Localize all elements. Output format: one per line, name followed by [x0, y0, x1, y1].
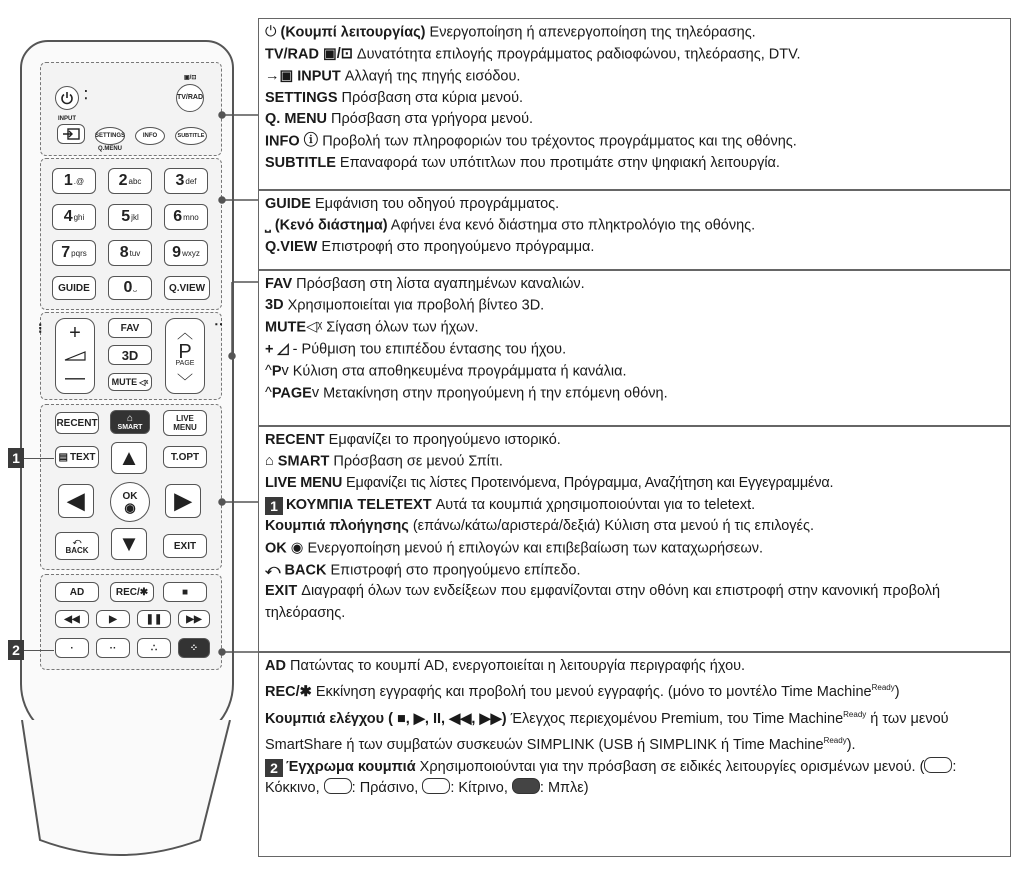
mute-desc: Σίγαση όλων των ήχων. [322, 319, 479, 336]
remote-bottom-outline [0, 720, 240, 880]
number-key-4[interactable] [52, 204, 96, 230]
3d-desc: Χρησιμοποιείται για προβολή βίντεο 3D. [283, 297, 545, 314]
topt-button[interactable]: T.OPT [163, 446, 207, 468]
row-qmenu [265, 109, 1004, 130]
panel-navigation [258, 426, 1011, 652]
power-key: (Κουμπί λειτουργίας) [280, 24, 426, 41]
number-key-letters: tuv [129, 248, 141, 258]
yellow-dots-icon: ∴ [150, 642, 158, 654]
number-key-letters: ghi [73, 212, 85, 222]
left-arrow-icon: ◀ [67, 488, 85, 513]
volume-icon: ◿ [277, 341, 289, 358]
row-control [265, 704, 1004, 757]
number-key-digit: 5 [121, 208, 131, 225]
row-tvrad [265, 44, 1004, 66]
number-key-8[interactable] [108, 240, 152, 266]
guide-button[interactable]: GUIDE [52, 276, 96, 300]
teletext-desc: Αυτά τα κουμπιά χρησιμοποιούνται για το teletext. [431, 496, 756, 513]
green-label: : Πράσινο, [351, 780, 423, 797]
volume-plus-label: + [69, 322, 81, 344]
number-key-digit: 6 [173, 208, 183, 225]
space-icon: ⎵ [265, 217, 271, 234]
pause-icon: ❚❚ [145, 613, 163, 625]
qview-key: Q.VIEW [265, 239, 318, 256]
space-desc: Αφήνει ένα κενό διάστημα στο πληκτρολόγιο της οθόνης. [387, 217, 756, 234]
zero-label: 0 [123, 279, 133, 296]
input-icon: →▣ [265, 67, 294, 84]
ad-key: AD [265, 658, 286, 674]
stop-icon: ■ [181, 586, 189, 598]
info-button[interactable]: INFO [135, 127, 165, 145]
number-key-digit: 1 [63, 172, 73, 189]
red-label: : Κόκκινο, [265, 758, 957, 797]
recent-desc: Εμφανίζει το προηγούμενο ιστορικό. [324, 432, 561, 448]
row-live-menu [265, 473, 1004, 494]
power-desc: Ενεργοποίηση ή απενεργοποίηση της τηλεόρασης. [425, 24, 756, 41]
marker-1-leader [24, 458, 54, 459]
rewind-button[interactable] [55, 610, 89, 628]
number-key-letters: wxyz [182, 248, 200, 258]
teletext-key: ΚΟΥΜΠΙΑ TELETEXT [286, 496, 432, 513]
smart-key: SMART [277, 453, 330, 470]
volume-minus-label: — [65, 367, 85, 389]
rec-desc: Εκκίνηση εγγραφής και προβολή του μενού εγγραφής. (μόνο το μοντέλο Time Machine [311, 684, 872, 701]
subtitle-button[interactable]: SUBTITLE [175, 127, 207, 145]
rec-button[interactable]: REC/✱ [110, 582, 154, 602]
badge-2: 2 [265, 759, 283, 777]
navkeys-desc: (επάνω/κάτω/αριστερά/δεξιά) Κύλιση στα μενού ή τις επιλογές. [408, 518, 815, 535]
right-dots: ‥ [214, 312, 224, 328]
row-ok [265, 538, 1004, 560]
recent-button[interactable]: RECENT [55, 412, 99, 434]
guide-key: GUIDE [265, 196, 311, 212]
smart-desc: Πρόσβαση σε μενού Σπίτι. [329, 453, 503, 470]
number-key-digit: 3 [175, 172, 185, 189]
rec-close: ) [894, 684, 900, 701]
number-key-3[interactable] [164, 168, 208, 194]
number-key-digit: 7 [61, 244, 71, 261]
row-recent [265, 430, 1004, 451]
row-color [265, 757, 1004, 800]
ready-superscript-3: Ready [823, 736, 847, 746]
control-icons: ( ■, ▶, II, ◀◀, ▶▶) [384, 710, 507, 727]
row-volume [265, 339, 1004, 361]
mute-key: MUTE [265, 319, 307, 336]
power-icon: ⏻ [265, 24, 277, 40]
number-key-letters: pqrs [71, 248, 87, 258]
info-desc: Προβολή των πληροφοριών του τρέχοντος προγράμματος και της οθόνης. [318, 133, 797, 150]
number-key-digit: 2 [118, 172, 128, 189]
live-menu-desc: Εμφανίζει τις λίστες Προτεινόμενα, Πρόγραμμα, Αναζήτηση και Εγγεγραμμένα. [342, 475, 834, 492]
number-key-letters: abc [128, 176, 142, 186]
color-desc: Χρησιμοποιούνται για την πρόσβαση σε ειδικές λειτουργίες ορισμένων μενού. ( [415, 758, 925, 775]
back-label: BACK [65, 546, 89, 555]
back-key: BACK [284, 562, 327, 579]
page-down-chevron-icon: v [311, 385, 320, 402]
marker-1: 1 [8, 448, 24, 468]
mute-button[interactable] [108, 373, 152, 391]
input-desc: Αλλαγή της πηγής εισόδου. [340, 68, 521, 85]
channel-up-icon: ︿ [176, 324, 193, 342]
marker-2: 2 [8, 640, 24, 660]
number-key-digit: 9 [172, 244, 182, 261]
row-channel [265, 361, 1004, 383]
volume-desc: - Ρύθμιση του επιπέδου έντασης του ήχου. [288, 341, 567, 358]
teletext-icon: ▤ [58, 451, 68, 463]
number-key-1[interactable] [52, 168, 96, 194]
guide-desc: Εμφάνιση του οδηγού προγράμματος. [310, 196, 560, 212]
yellow-button-icon [422, 778, 450, 794]
back-desc: Επιστροφή στο προηγούμενο επίπεδο. [326, 562, 581, 579]
smart-button[interactable] [110, 410, 150, 434]
number-key-letters: mno [183, 212, 199, 222]
volume-rocker[interactable] [55, 318, 95, 394]
row-subtitle [265, 153, 1004, 174]
nav-left-button[interactable] [58, 484, 94, 518]
red-dot-icon: · [70, 642, 74, 654]
control-desc-2: ή των μενού SmartShare ή των συμβατών συσκευών SIMPLINK (USB ή SIMPLINK ή Time Machine [265, 710, 949, 754]
volume-key: + [265, 341, 274, 358]
volume-icon [64, 351, 86, 361]
row-teletext [265, 495, 1004, 516]
ok-dot-icon: ◉ [124, 500, 136, 515]
tvrad-desc: Δυνατότητα επιλογής προγράμματος ραδιοφώνου, τηλεόρασης, DTV. [352, 46, 801, 63]
text-button[interactable] [55, 446, 99, 468]
fav-button[interactable]: FAV [108, 318, 152, 338]
row-ad [265, 656, 1004, 677]
exit-button[interactable]: EXIT [163, 534, 207, 558]
nav-down-button[interactable] [111, 528, 147, 560]
green-dots-icon: ·· [109, 642, 117, 654]
forward-button[interactable] [178, 610, 210, 628]
number-key-7[interactable] [52, 240, 96, 266]
red-button-icon [924, 757, 952, 773]
ad-button[interactable]: AD [55, 582, 99, 602]
row-back [265, 560, 1004, 582]
number-key-6[interactable] [164, 204, 208, 230]
power-button[interactable] [55, 86, 79, 110]
row-navkeys [265, 516, 1004, 537]
yellow-label: : Κίτρινο, [450, 780, 512, 797]
fav-desc: Πρόσβαση στη λίστα αγαπημένων καναλιών. [292, 276, 585, 292]
nav-up-button[interactable] [111, 442, 147, 474]
ready-superscript-2: Ready [843, 709, 867, 719]
row-guide [265, 194, 1004, 215]
row-mute [265, 317, 1004, 339]
home-icon: ⌂ [265, 453, 274, 470]
ready-superscript: Ready [871, 683, 895, 693]
page-desc: Μετακίνηση στην προηγούμενη ή την επόμενη οθόνη. [319, 385, 668, 402]
control-close: ). [846, 737, 856, 754]
ok-button[interactable] [110, 482, 150, 522]
row-settings [265, 88, 1004, 109]
back-icon: ⤺ [265, 561, 281, 578]
blue-dots-icon: ⁘ [189, 642, 199, 654]
row-qview [265, 237, 1004, 258]
forward-icon: ▶▶ [186, 613, 202, 625]
tvrad-glyph: ▣/⊡ [184, 75, 197, 81]
qmenu-desc: Πρόσβαση στα γρήγορα μενού. [327, 111, 534, 128]
ok-label: OK [122, 491, 138, 502]
qview-button[interactable]: Q.VIEW [164, 276, 210, 300]
pause-button[interactable] [137, 610, 171, 628]
ok-dot-icon: ◉ [290, 539, 304, 556]
fav-key: FAV [265, 276, 293, 292]
page-up-chevron-icon: ^ [265, 385, 272, 402]
text-label: TEXT [69, 451, 96, 463]
play-button[interactable] [96, 610, 130, 628]
row-space [265, 215, 1004, 237]
remote-control-illustration [0, 0, 240, 865]
blue-button[interactable] [178, 638, 210, 658]
row-input [265, 66, 1004, 88]
input-caption: INPUT [58, 116, 76, 122]
space-key: (Κενό διάστημα) [274, 217, 388, 234]
down-arrow-icon: ▼ [118, 531, 140, 556]
row-page [265, 383, 1004, 405]
number-key-letters: .@ [73, 176, 85, 186]
channel-p-label: P [178, 340, 192, 363]
number-key-digit: 4 [63, 208, 73, 225]
rewind-icon: ◀◀ [64, 613, 80, 625]
row-rec [265, 677, 1004, 703]
exit-key: EXIT [265, 583, 298, 600]
play-icon: ▶ [109, 613, 117, 625]
row-fav [265, 274, 1004, 295]
tv-radio-icon: ▣/⊡ [323, 45, 353, 62]
smart-label: SMART [117, 423, 143, 431]
row-info [265, 131, 1004, 153]
stop-button[interactable] [163, 582, 207, 602]
back-button[interactable] [55, 532, 99, 560]
control-desc-1: Έλεγχος περιεχομένου Premium, του Time Machine [506, 710, 844, 727]
input-key: INPUT [297, 68, 341, 85]
space-glyph: ⎵ [133, 283, 137, 292]
nav-right-button[interactable] [165, 484, 201, 518]
control-key: Κουμπιά ελέγχου [265, 710, 385, 727]
power-icon [60, 91, 74, 105]
mute-icon: ◁ᵡ [306, 319, 323, 336]
panel-guide [258, 190, 1011, 270]
panel-playback [258, 652, 1011, 857]
input-button[interactable] [57, 124, 85, 144]
info-icon: ⓘ [303, 132, 319, 149]
zero-button[interactable] [108, 276, 152, 300]
number-key-9[interactable] [164, 240, 208, 266]
channel-down-icon: ﹀ [176, 374, 193, 392]
qview-desc: Επιστροφή στο προηγούμενο πρόγραμμα. [317, 239, 595, 256]
rec-key: REC/✱ [265, 684, 312, 701]
settings-key: SETTINGS [265, 89, 338, 106]
recent-key: RECENT [265, 432, 325, 448]
up-chevron-icon: ^ [265, 363, 272, 380]
channel-page-label: PAGE [175, 360, 195, 368]
panel-power-input [258, 18, 1011, 190]
navkeys-key: Κουμπιά πλοήγησης [265, 518, 409, 535]
subtitle-key: SUBTITLE [265, 154, 336, 171]
up-arrow-icon: ▲ [118, 445, 140, 470]
blue-label: : Μπλε) [539, 780, 589, 797]
number-key-digit: 8 [119, 244, 129, 261]
number-key-letters: def [185, 176, 197, 186]
number-key-2[interactable] [108, 168, 152, 194]
down-chevron-icon: v [281, 363, 289, 380]
power-dots: ⁚ [84, 88, 88, 102]
back-icon: ⤺ [72, 537, 82, 546]
channel-desc: Κύλιση στα αποθηκευμένα προγράμματα ή κανάλια. [288, 363, 627, 380]
page-key: PAGE [271, 385, 312, 402]
row-smart [265, 451, 1004, 473]
subtitle-desc: Επαναφορά των υπότιτλων που προτιμάτε στην ψηφιακή λειτουργία. [335, 154, 780, 171]
number-key-letters: jkl [131, 212, 139, 222]
live-menu-key: LIVE MENU [265, 475, 343, 492]
ok-key: OK [265, 540, 287, 557]
home-icon: ⌂ [126, 412, 134, 424]
blue-button-icon [512, 778, 540, 794]
marker-2-leader [24, 650, 54, 651]
color-key: Έγχρωμα κουμπιά [286, 758, 416, 775]
live-menu-button[interactable]: LIVE MENU [163, 410, 207, 436]
row-power [265, 22, 1004, 44]
ad-desc: Πατώντας το κουμπί AD, ενεργοποιείται η λειτουργία περιγραφής ήχου. [285, 658, 746, 674]
mute-label: MUTE [111, 377, 138, 387]
green-button-icon [324, 778, 352, 794]
green-button[interactable] [96, 638, 130, 658]
qmenu-caption: Q.MENU [98, 146, 122, 152]
input-icon [62, 128, 80, 140]
badge-1: 1 [265, 497, 283, 515]
mute-icon: ◁ᵡ [139, 377, 149, 387]
left-dots: ⁝ [38, 320, 43, 336]
yellow-button[interactable] [137, 638, 171, 658]
3d-icon: 3D [265, 297, 284, 314]
exit-desc: Διαγραφή όλων των ενδείξεων που εμφανίζονται στην οθόνη και επιστροφή στην κανονική προβολή τηλεόρασης. [265, 583, 941, 621]
tvrad-button[interactable]: TV/RAD [176, 84, 204, 112]
row-exit [265, 581, 1004, 624]
row-3d [265, 295, 1004, 317]
info-key: INFO [265, 133, 300, 150]
number-key-5[interactable] [108, 204, 152, 230]
settings-desc: Πρόσβαση στα κύρια μενού. [337, 89, 524, 106]
settings-button[interactable]: SETTINGS [95, 127, 125, 145]
3d-button[interactable]: 3D [108, 345, 152, 365]
channel-key: P [271, 363, 282, 380]
red-button[interactable] [55, 638, 89, 658]
channel-rocker[interactable] [165, 318, 205, 394]
tvrad-key: TV/RAD [265, 46, 319, 63]
ok-desc: Ενεργοποίηση μενού ή επιλογών και επιβεβαίωση των καταχωρήσεων. [303, 540, 764, 557]
right-arrow-icon: ▶ [174, 488, 192, 513]
panel-volume [258, 270, 1011, 426]
qmenu-key: Q. MENU [265, 111, 328, 128]
